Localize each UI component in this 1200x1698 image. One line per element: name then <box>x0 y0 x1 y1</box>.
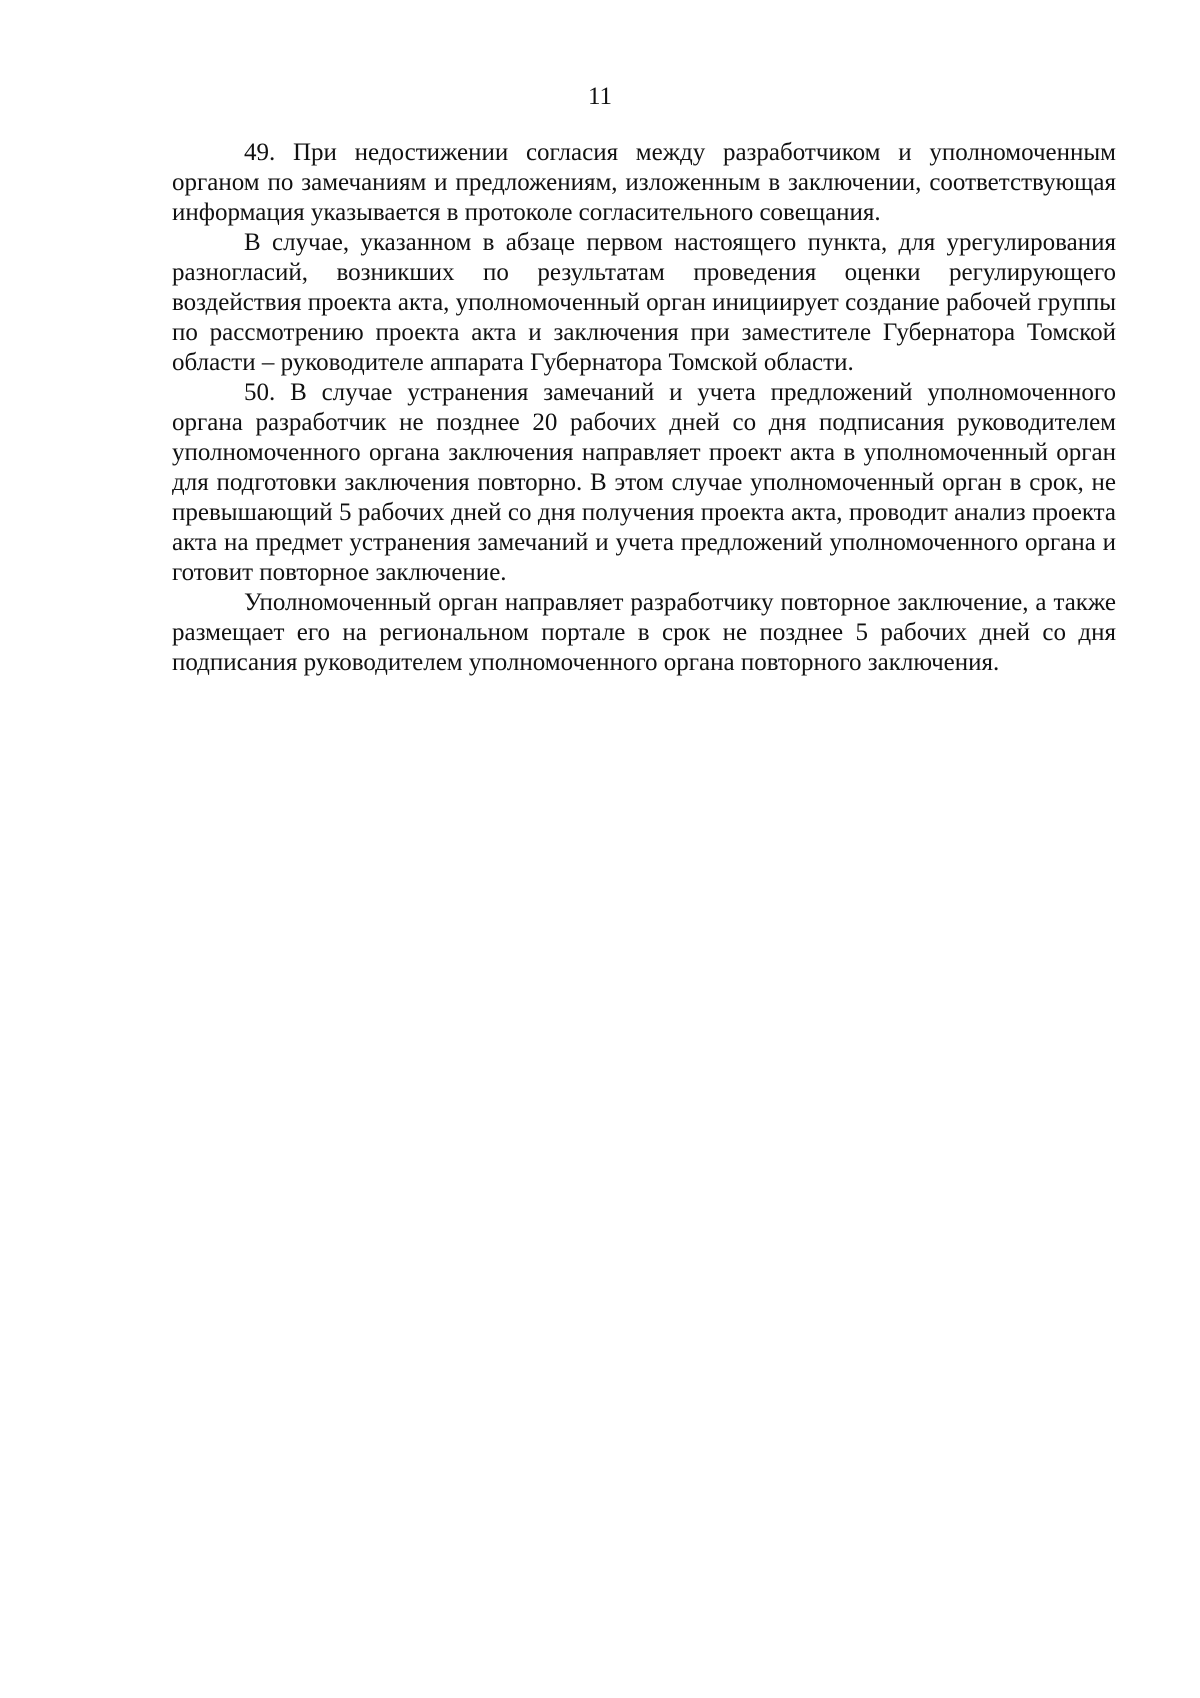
page-number: 11 <box>587 83 613 110</box>
paragraph-50-repeat-conclusion: Уполномоченный орган направляет разработчику повторное заключение, а также размещает его на региональном портале в срок не позднее 5 рабочих дней со дня подписания руководителем уполномоченного органа повторного заключения. <box>172 589 1116 676</box>
paragraph-49: 49. При недостижении согласия между разработчиком и уполномоченным органом по замечаниям и предложениям, изложенным в заключении, соответствующая информация указывается в протоколе согласительного совещания. <box>172 139 1116 226</box>
paragraph-50: 50. В случае устранения замечаний и учета предложений уполномоченного органа разработчик не позднее 20 рабочих дней со дня подписания руководителем уполномоченного органа заключения направляет проект акта в уполномоченный орган для подготовки заключения повторно. В этом случае уполномоченный орган в срок, не превышающий 5 рабочих дней со дня получения проекта акта, проводит анализ проекта акта на предмет устранения замечаний и учета предложений уполномоченного органа и готовит повторное заключение. <box>172 379 1116 586</box>
document-body <box>172 138 1116 678</box>
paragraph-49-dispute-working-group: В случае, указанном в абзаце первом настоящего пункта, для урегулирования разногласий, возникших по результатам проведения оценки регулирующего воздействия проекта акта, уполномоченный орган инициирует создание рабочей группы по рассмотрению проекта акта и заключения при заместителе Губернатора Томской области – руководителе аппарата Губернатора Томской области. <box>172 229 1116 376</box>
